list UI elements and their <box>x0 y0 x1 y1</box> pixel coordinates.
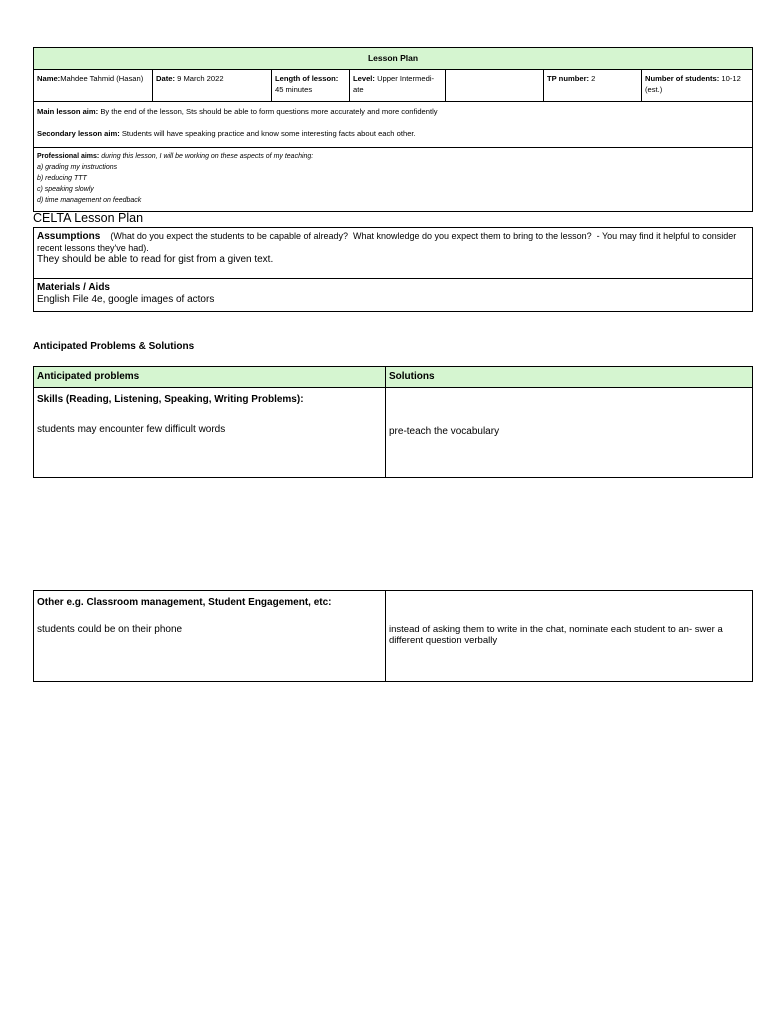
skills-problem-cell <box>34 388 386 478</box>
main-aim-value: By the end of the lesson, Sts should be able to form questions more accurately and more confidently <box>98 107 438 116</box>
skills-problem: students may encounter few difficult words <box>37 424 226 435</box>
professional-aim-item: d) time management on feedback <box>37 197 142 204</box>
aims-row <box>34 102 752 148</box>
tp-value: 2 <box>589 74 596 83</box>
materials-section <box>34 279 752 305</box>
professional-aims-heading <box>37 151 749 162</box>
other-problem: students could be on their phone <box>37 624 183 635</box>
assumptions-prompt: (What do you expect the students to be capable of already? What knowledge do you expect them to bring to the lesson? - You may find it helpful to consider recent lessons they've had). <box>37 231 739 253</box>
students-cell <box>642 70 752 101</box>
tp-label: TP number: <box>547 74 590 83</box>
skills-solution-cell <box>386 388 752 478</box>
secondary-aim-label: Secondary lesson aim: <box>37 129 120 138</box>
other-solution-cell <box>386 591 752 681</box>
materials-value: English File 4e, google images of actors <box>37 293 215 305</box>
level-value: Upper Intermedi- ate <box>353 74 435 94</box>
problems-table-header <box>34 367 752 388</box>
students-label: Number of students: <box>645 74 720 83</box>
tp-number-cell <box>544 70 642 101</box>
professional-aims <box>34 148 752 211</box>
professional-aim-item: a) grading my instructions <box>37 164 118 171</box>
name-label: Name: <box>37 74 61 83</box>
skills-solution: pre-teach the vocabulary <box>389 426 500 437</box>
professional-aim-item: b) reducing TTT <box>37 175 87 182</box>
skills-row <box>34 388 752 478</box>
problems-table <box>33 366 753 478</box>
assumptions-section <box>34 228 752 279</box>
anticipated-heading: Anticipated Problems & Solutions <box>33 341 195 352</box>
skills-label: Skills (Reading, Listening, Speaking, Writing Problems): <box>37 394 304 405</box>
assumptions-box <box>33 227 753 312</box>
secondary-aim <box>37 128 749 139</box>
name-value: Mahdee Tahmid (Hasan) <box>60 74 144 83</box>
main-aim <box>37 106 749 117</box>
other-label: Other e.g. Classroom management, Student Engagement, etc: <box>37 597 332 608</box>
length-label: Length of lesson: <box>275 74 339 83</box>
main-aim-label: Main lesson aim: <box>37 107 99 116</box>
professional-aim-item: c) speaking slowly <box>37 186 94 193</box>
lesson-info-row <box>34 70 752 102</box>
date-cell <box>153 70 272 101</box>
assumptions-answer: They should be able to read for gist from a given text. <box>37 254 274 265</box>
date-value: 9 March 2022 <box>175 74 224 83</box>
secondary-aim-value: Students will have speaking practice and know some interesting facts about each other. <box>119 129 416 138</box>
other-solution: instead of asking them to write in the chat, nominate each student to an- swer a different question verbally <box>389 624 723 646</box>
problems-column-header: Anticipated problems <box>34 367 386 387</box>
lesson-plan-title: Lesson Plan <box>34 48 752 70</box>
name-cell <box>34 70 153 101</box>
students-value: 10-12 (est.) <box>645 74 741 94</box>
empty-cell <box>446 70 544 101</box>
length-value: 45 minutes <box>275 85 313 94</box>
other-problems-table <box>33 590 753 682</box>
other-problem-cell <box>34 591 386 681</box>
professional-aims-intro: during this lesson, I will be working on these aspects of my teaching: <box>99 153 314 160</box>
level-label: Level: <box>353 74 375 83</box>
celta-title: CELTA Lesson Plan <box>33 211 144 225</box>
length-cell <box>272 70 350 101</box>
materials-label: Materials / Aids <box>37 282 110 293</box>
lesson-plan-table <box>33 47 753 212</box>
level-cell <box>350 70 446 101</box>
date-label: Date: <box>156 74 175 83</box>
solutions-column-header: Solutions <box>389 371 435 382</box>
assumptions-label: Assumptions <box>37 231 101 242</box>
professional-aims-label: Professional aims: <box>37 153 100 160</box>
